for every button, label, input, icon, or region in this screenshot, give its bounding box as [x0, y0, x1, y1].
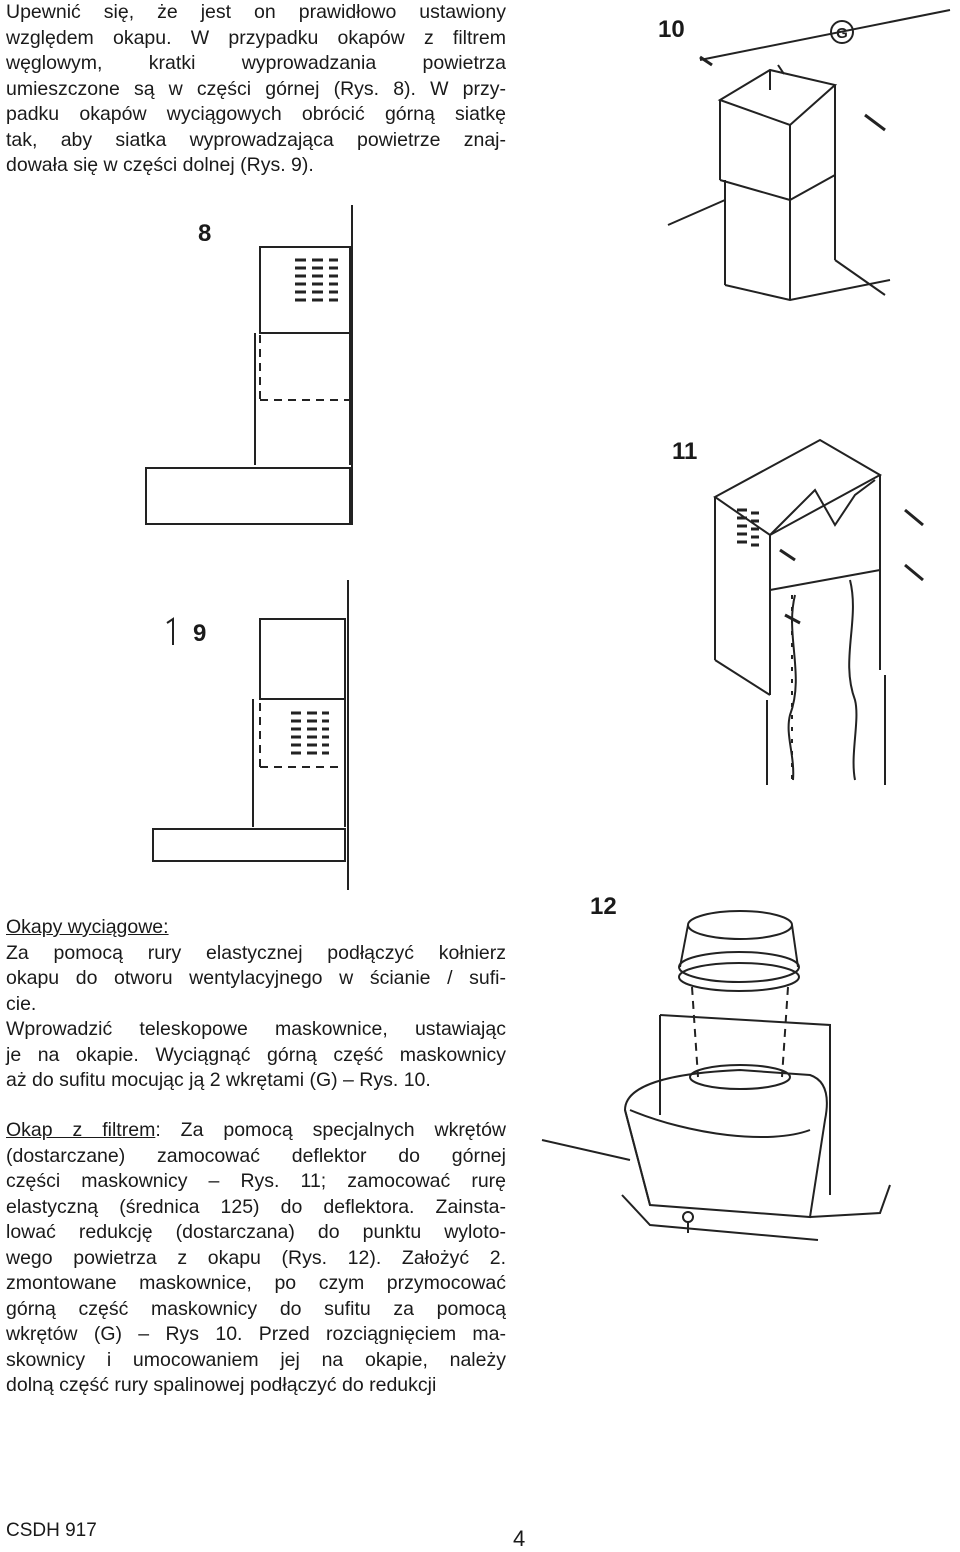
text-line: okapu do otworu wentylacyjnego w ścianie / sufi- — [6, 967, 506, 989]
text-line: wkrętów (G) – Rys 10. Przed rozciągnięciem ma- — [6, 1323, 506, 1345]
text-line: węglowym, kratki wyprowadzania powietrza — [6, 52, 506, 74]
text-line: wego powietrza z okapu (Rys. 12). Założyć 2. — [6, 1246, 506, 1269]
intro-paragraph — [6, 0, 506, 179]
text-line: części maskownicy – Rys. 11; zamocować rurę — [6, 1170, 506, 1192]
text-line: elastyczną (średnica 125) do deflektora. Zainsta- — [6, 1195, 506, 1218]
text-line: zmontowane maskownice, po czym przymocować — [6, 1272, 506, 1294]
figure-9-label: 9 — [193, 620, 207, 647]
text-line: skownicy i umocowaniem jej na okapie, należy — [6, 1348, 506, 1371]
text-line: (dostarczane) zamocować deflektor do górnej — [6, 1144, 506, 1167]
figure-11-drawing — [655, 435, 960, 790]
text-line: Za pomocą rury elastycznej podłączyć kołnierz — [6, 941, 506, 964]
filter-paragraph — [6, 1118, 506, 1399]
text-line: lować redukcję (dostarczana) do punktu wyloto- — [6, 1221, 506, 1243]
figure-9-drawing — [145, 575, 365, 895]
figure-12-drawing — [540, 895, 960, 1240]
text-line: padku okapów wyciągowych obrócić górną siatkę — [6, 103, 506, 125]
figure-10-drawing — [660, 10, 960, 340]
text-line: górną część maskownicy do sufitu za pomocą — [6, 1297, 506, 1320]
figure-8-drawing — [140, 200, 360, 530]
text-line: cie. — [6, 992, 37, 1015]
text-line: je na okapie. Wyciągnąć górną część maskownicy — [6, 1043, 506, 1066]
exhaust-paragraph — [6, 915, 506, 1094]
text-line: względem okapu. W przypadku okapów z filtrem — [6, 26, 506, 49]
footer-model: CSDH 917 — [6, 1520, 97, 1541]
page-number: 4 — [513, 1526, 526, 1551]
figure-12-label: 12 — [590, 893, 617, 920]
text-line: aż do sufitu mocując ją 2 wkrętami (G) – Rys. 10. — [6, 1069, 431, 1091]
text-line — [6, 1118, 506, 1144]
screw-icon — [700, 57, 885, 130]
figure-11-label: 11 — [672, 438, 698, 465]
screw-icon — [780, 510, 923, 623]
text-line: Wprowadzić teleskopowe maskownice, ustawiając — [6, 1018, 506, 1040]
text-line: Upewnić się, że jest on prawidłowo ustawiony — [6, 1, 506, 23]
section-heading: Okapy wyciągowe: — [6, 916, 169, 938]
text-fragment: : Za pomocą specjalnych wkrętów — [155, 1119, 506, 1141]
section-heading: Okap z filtrem — [6, 1119, 156, 1141]
text-line: dowała się w części dolnej (Rys. 9). — [6, 154, 314, 176]
figure-10-label: 10 — [658, 16, 685, 43]
text-line: tak, aby siatka wyprowadzająca powietrze znaj- — [6, 128, 506, 151]
screw-label: G — [836, 25, 848, 42]
text-line: umieszczone są w części górnej (Rys. 8). W przy- — [6, 77, 506, 100]
text-line: dolną część rury spalinowej podłączyć do redukcji — [6, 1374, 437, 1396]
figure-8-label: 8 — [198, 220, 212, 247]
